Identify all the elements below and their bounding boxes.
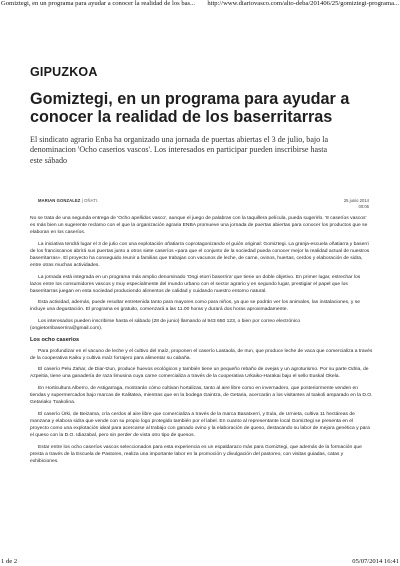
article-lead: El sindicato agrario Enba ha organizado una jornada de puertas abiertas el 3 de julio, bajo la denominacion 'Ocho caserios vascos'. Los interesados en participar pueden inscribirse hasta este sábado <box>30 135 329 165</box>
article-headline: Gomiztegi, en un programa para ayudar a conocer la realidad de los baserritarras <box>30 90 350 126</box>
author-name[interactable]: MARIAN GONZALEZ <box>38 198 81 203</box>
publish-date-time: 00:06 <box>358 204 369 209</box>
publish-date <box>344 198 369 210</box>
body-subheading: Los ocho caserios <box>30 336 80 343</box>
byline <box>38 198 98 203</box>
print-page-url[interactable]: http://www.diariovasco.com/alto-deba/201406/25/gomiztegi-programa... <box>207 0 399 7</box>
body-paragraph: En Horticultura Alberro, de Astigarraga, mostrarán cómo cultivan hortalizas, tanto al aire libre como en invernadero, que posteriormente venden en tiendas y supermercados bajo marcas de Kalitatea, mientras que en la bodega Gaintza, de Getaria, acercarán a los visitantes al txakoli amparado en la D.O. Getariako Txakolina. <box>30 386 373 406</box>
body-paragraph: La jornada está integrada en un programa más amplio denominado 'Ongi etorri baserrira' que tiene un doble objetivo. En primer lugar, estrechar los lazos entre los consumidores vascos y muy especialmente del mundo urbano con el sector agrario y en segundo lugar, prestigiar el papel que los baserritarras juegan en esta sociedad produciendo alimentos de calidad y cuidando nuestro entorno natural. <box>30 274 361 294</box>
byline-location: | OÑATI. <box>81 198 99 203</box>
body-paragraph: Los interesados pueden inscribirse hasta el sábado (28 de junio) llamando al 943 650 123, o bien por correo electrónico (ongietorribaserrira@gmail.com). <box>30 318 301 331</box>
page-counter: 1 de 2 <box>1 558 18 565</box>
body-paragraph: El caserío Ürki, de Beizama, cría cerdos al aire libre que comercializa a través de la marca Basatxerri, y Eula, de Urnieta, cultiva 11 hectáreas de manzana y elabora sidra que vende con su propio logo protegido también por el label. En cuanto al representante local Gomiztegi se presenta en el proyecto como una explotación ideal para acercarse al trabajo con ganado ovino y la elaboración de queso, destacando su labor de mejora genética y para el queso con la D.O. Idiazabal, pero sin perder de vista otro tipo de quesos. <box>30 411 370 438</box>
body-paragraph: No se trata de una segunda entrega de 'Ocho apellidos vasco', aunque el juego de palabras con la taquillera película, pueda sugerirlo. '8 caseríos vascos' es más bien un sugerente reclamo con el que la organización agraria ENBA promueve una jornada de puertas abiertas para conocer los productos que se elaboran en los caseríos. <box>30 216 368 236</box>
body-paragraph: Para profundizar en el vacuno de leche y el cultivo del maíz, proponen el caserío Lastaola, de Irun, que produce leche de vaca que comercializa a través de la cooperativa Kaiku y cultiva maíz forrajero para alimentar su cabaña. <box>30 348 373 361</box>
article-body <box>30 215 373 469</box>
body-paragraph: Estar entre los ocho caseríos vascos seleccionados para esta experiencia es un espaldarazo más para Gomiztegi, que además de la formación que presta a través de la Escuela de Pastores, realiza una importante labor en la promoción y divulgación del pastoreo, con visitas guiadas, catas y exhibiciones. <box>30 444 362 464</box>
body-paragraph: Esta actividad, además, puede resultar entretenida tanto para mayores como para niños, ya que se podrán ver los animales, las instalaciones, y se incluye una degustación. El programa es gratuito, comenzará a las 11.00 horas y durará dos horas aproximadamente. <box>30 300 360 313</box>
print-page-title: Gomiztegi, en un programa para ayudar a conocer la realidad de los bas... <box>1 0 196 7</box>
body-paragraph: La iniciativa tendrá lugar el 3 de julio con una explotación oñatiarra coprotagonizando el guión original: Gomiztegi. La granja-escuela oñatiarra y baserri de los franciscanos abrirá sus puertas junto a otros siete caseríos «para que el conjunto de la sociedad pueda conocer mejor la realidad actual de nuestros baserritarras». El proyecto ha conseguido reunir a familias que trabajan con vacunos de leche, de carne, ovinos, huertas, cerdos y elaboración de sidra, entre otras muchas actividades. <box>30 241 370 268</box>
body-paragraph: El caserío Pelu Zahar, de Diar-tzun, produce huevos ecológicos y también tiene un pequeño rebaño de ovejas y un agroturismo. Por su parte Odria, de Azpeitia, tiene una ganadería de raza limusina cuya carne comercializa a través de la cooperativa Urkaiko-Harakai bajo el sello Euskal Okela. <box>30 367 369 380</box>
print-timestamp: 05/07/2014 16:41 <box>352 558 399 565</box>
print-header <box>1 0 399 9</box>
section-label[interactable]: GIPUZKOA <box>30 65 98 79</box>
publish-date-day: 25 junio 2014 <box>343 198 369 203</box>
print-footer <box>1 557 399 566</box>
